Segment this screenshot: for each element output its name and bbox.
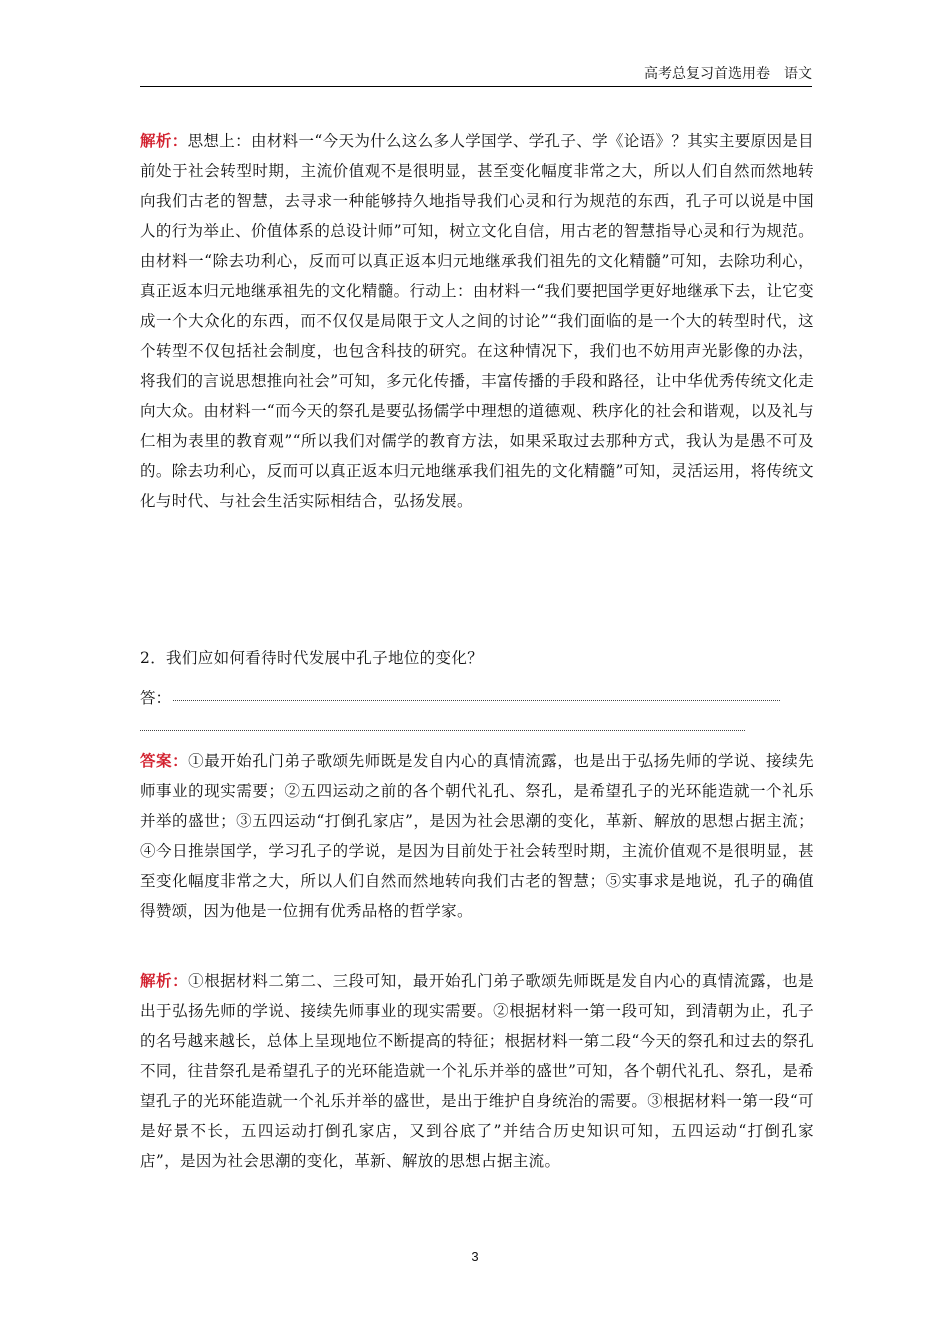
header-title: 高考总复习首选用卷 语文 [644,66,812,82]
answer-field[interactable] [140,684,780,712]
answer-prompt: 答： [140,689,172,707]
answer-label: 答案： [140,751,189,770]
question-2 [140,643,814,673]
answer-dotted-line [173,700,780,701]
page-number: 3 [471,1249,479,1264]
answer-text: ①最开始孔门弟子歌颂先师既是发自内心的真情流露，也是出于弘扬先师的学说、接续先师事业的现实需要；②五四运动之前的各个朝代礼孔、祭孔，是希望孔子的光环能造就一个礼乐并举的盛世；③五四运动“打倒孔家店”，是因为社会思潮的变化，革新、解放的思想占据主流；④今日推崇国学，学习孔子的学说，是因为目前处于社会转型时期，主流价值观不是很明显，甚至变化幅度非常之大，所以人们自然而然地转向我们古老的智慧；⑤实事求是地说，孔子的确值得赞颂，因为他是一位拥有优秀品格的哲学家。 [140,752,814,920]
answer-section [140,746,814,926]
answer-dotted-line-2 [140,730,745,731]
question-text: 2．我们应如何看待时代发展中孔子地位的变化？ [140,649,484,667]
analysis-label-2: 解析： [140,971,189,990]
analysis-section-2 [140,966,814,1176]
analysis-text-2: ①根据材料二第二、三段可知，最开始孔门弟子歌颂先师既是发自内心的真情流露，也是出于弘扬先师的学说、接续先师事业的现实需要。②根据材料一第一段可知，到清朝为止，孔子的名号越来越长，总体上呈现地位不断提高的特征；根据材料一第二段“今天的祭孔和过去的祭孔不同，往昔祭孔是希望孔子的光环能造就一个礼乐并举的盛世”可知，各个朝代礼孔、祭孔，是希望孔子的光环能造就一个礼乐并举的盛世，是出于维护自身统治的需要。③根据材料一第一段“可是好景不长，五四运动打倒孔家店，又到谷底了”并结合历史知识可知，五四运动“打倒孔家店”，是因为社会思潮的变化，革新、解放的思想占据主流。 [140,972,814,1170]
analysis-label: 解析： [140,131,188,150]
analysis-section-1 [140,126,814,516]
analysis-text: 思想上：由材料一“今天为什么这么多人学国学、学孔子、学《论语》？其实主要原因是目前处于社会转型时期，主流价值观不是很明显，甚至变化幅度非常之大，所以人们自然而然地转向我们古老的智慧，去寻求一种能够持久地指导我们心灵和行为规范的东西，孔子可以说是中国人的行为举止、价值体系的总设计师”可知，树立文化自信，用古老的智慧指导心灵和行为规范。由材料一“除去功利心，反而可以真正返本归元地继承我们祖先的文化精髓”可知，去除功利心，真正返本归元地继承祖先的文化精髓。行动上：由材料一“我们要把国学更好地继承下去，让它变成一个大众化的东西，而不仅仅是局限于文人之间的讨论”“我们面临的是一个大的转型时代，这个转型不仅包括社会制度，也包含科技的研究。在这种情况下，我们也不妨用声光影像的办法，将我们的言说思想推向社会”可知，多元化传播，丰富传播的手段和路径，让中华优秀传统文化走向大众。由材料一“而今天的祭孔是要弘扬儒学中理想的道德观、秩序化的社会和谐观，以及礼与仁相为表里的教育观”“所以我们对儒学的教育方法，如果采取过去那种方式，我认为是愚不可及的。除去功利心，反而可以真正返本归元地继承我们祖先的文化精髓”可知，灵活运用，将传统文化与时代、与社会生活实际相结合，弘扬发展。 [140,132,814,510]
page-header [140,64,812,87]
